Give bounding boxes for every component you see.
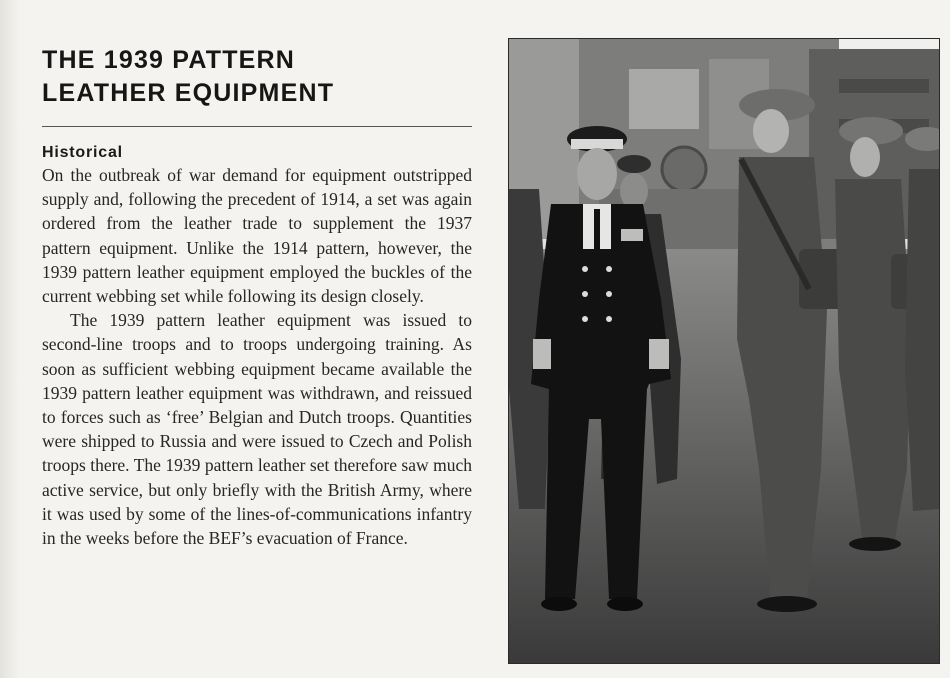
facing-page-bleed bbox=[0, 0, 20, 678]
article-title bbox=[42, 44, 472, 110]
soldier-figure-3 bbox=[905, 127, 939, 511]
title-divider bbox=[42, 126, 472, 127]
body-paragraph-1: On the outbreak of war demand for equipment outstripped supply and, following the precedent of 1914, a set was again ordered from the leather trade to supplement the 1937 pattern equipment. Unlike the 1914 pattern, however, the 1939 pattern leather equipment employed the buckles of the current webbing set while following its design closely. bbox=[42, 165, 472, 307]
section-heading: Historical bbox=[42, 144, 123, 161]
article-column bbox=[42, 44, 472, 550]
body-paragraph-2: The 1939 pattern leather equipment was issued to second-line troops and to troops undergoing training. As soon as sufficient webbing equipment became available the 1939 pattern leather equipment was withdrawn, and reissued to forces such as ‘free’ Belgian and Dutch troops. Quantities were shipped to Russia and were issued to Czech and Polish troops there. The 1939 pattern leather set therefore saw much active service, but only briefly with the British Army, where it was used by some of the lines-of-communications infantry in the weeks before the BEF’s evacuation of France. bbox=[42, 310, 472, 549]
historical-photograph bbox=[508, 38, 940, 664]
title-line-1: THE 1939 PATTERN bbox=[42, 46, 296, 74]
article-body bbox=[42, 163, 472, 550]
photo-illustration bbox=[509, 39, 939, 663]
title-line-2: LEATHER EQUIPMENT bbox=[42, 79, 335, 107]
